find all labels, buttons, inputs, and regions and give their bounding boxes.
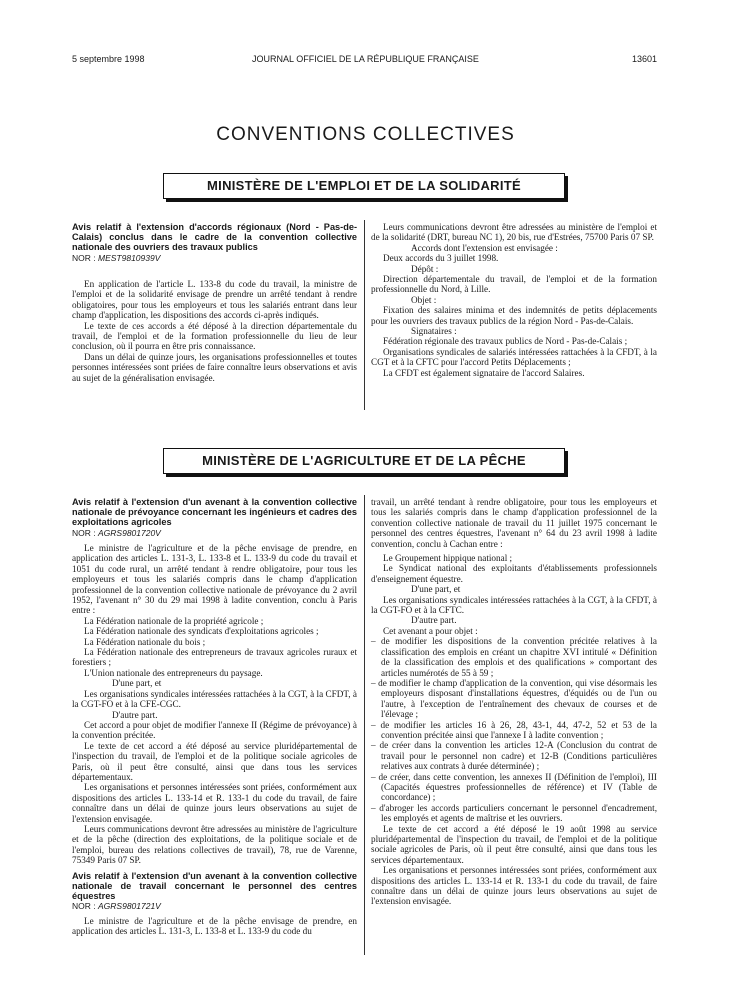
article1-paragraph: Le texte de ces accords a été déposé à la direction départementale du travail, de l'emploi et de la formation professionnelle du lieu de leur conclusion, où il pourra en être pris connaissance.	[72, 320, 357, 352]
nor-label: NOR :	[72, 527, 96, 538]
column-divider	[364, 495, 365, 955]
article1-paragraph: Leurs communications devront être adressées au ministère de l'emploi et de la solidarité (DRT, bureau NC 1), 20 bis, rue d'Estrées, 75700 Paris 07 SP.	[371, 222, 657, 243]
article1-title: Avis relatif à l'extension d'accords régionaux (Nord - Pas-de-Calais) conclus dans le cadre de la convention collective nationale des ouvriers des travaux publics	[72, 222, 357, 253]
article1-paragraph: En application de l'article L. 133-8 du code du travail, la ministre de l'emploi et de la solidarité envisage de prendre un arrêté tendant à rendre obligatoires, pour tous les employeurs et tous les salariés entrant dans leur champ d'application, les dispositions des accords ci-après indiqués.	[72, 279, 357, 321]
article3-list-item: – de modifier le champ d'application de la convention, qui vise désormais les employeurs disposant d'installations équestres, d'équidés ou de l'un ou l'autre, à l'exception de l'entraînement des chevaux de courses et de l'élevage ;	[371, 677, 657, 720]
article1-line: Direction départementale du travail, de l'emploi et de la formation professionnelle du Nord, à Lille.	[371, 274, 657, 295]
article1-line: Organisations syndicales de salariés intéressées rattachées à la CFDT, à la CGT et à la CFTC pour l'accord Petits Déplacements ;	[371, 346, 657, 368]
ministry-heading-agriculture: MINISTÈRE DE L'AGRICULTURE ET DE LA PÊCHE	[163, 448, 565, 474]
article3-list-item: – de modifier les dispositions de la convention précitée relatives à la classification des emplois en créant un chapitre XVI intitulé « Définition de la classification des emplois et des qualifications » comportant des articles numérotés de 55 à 59 ;	[371, 636, 657, 678]
article3-nor	[72, 901, 357, 911]
article2-nor	[72, 528, 357, 538]
header-page-number: 13601	[631, 54, 657, 64]
article2-signatory: L'Union nationale des entrepreneurs du paysage.	[84, 667, 263, 678]
article3-signatory: Le Groupement hippique national ;	[383, 553, 513, 564]
article3-paragraph: Le ministre de l'agriculture et de la pêche envisage de prendre, en application des articles L. 131-3, L. 133-8 et L. 133-9 du code du	[72, 915, 357, 937]
article2-signatory: La Fédération nationale des entrepreneurs de travaux agricoles ruraux et forestiers ;	[72, 647, 357, 668]
article1-line: Dépôt :	[411, 263, 439, 274]
article1-line: Fédération régionale des travaux publics de Nord - Pas-de-Calais ;	[383, 336, 628, 347]
header-journal-title: JOURNAL OFFICIEL DE LA RÉPUBLIQUE FRANÇAISE	[252, 54, 479, 64]
article1-line: Deux accords du 3 juillet 1998.	[383, 253, 499, 264]
article2-signatory: Les organisations syndicales intéressées rattachées à la CGT, à la CFDT, à la CGT-FO et à la CFE-CGC.	[72, 688, 357, 710]
article3-signatory: Les organisations syndicales intéressées rattachées à la CGT, à la CFDT, à la CGT-FO et à la CFTC.	[371, 594, 657, 616]
article3-paragraph: Les organisations et personnes intéressées sont priées, conformément aux dispositions des articles L. 133-14 et R. 133-1 du code du travail, de faire connaître dans un délai de quinze jours leurs observations au sujet de l'extension envisagée.	[371, 865, 657, 907]
article3-list-item: – de modifier les articles 16 à 26, 28, 43-1, 44, 47-2, 52 et 53 de la convention précitée ainsi que l'annexe I à ladite convention ;	[371, 719, 657, 740]
article1-nor	[72, 253, 357, 263]
article2-paragraph: Leurs communications devront être adressées au ministère de l'agriculture et de la pêche (direction des exploitations, de la politique sociale et de l'emploi, bureau des relations collectives de travail), 78, rue de Varenne, 75349 Paris 07 SP.	[72, 823, 357, 866]
nor-code: AGRS9801720V	[98, 527, 161, 538]
article1-line: La CFDT est également signataire de l'accord Salaires.	[383, 367, 585, 378]
article1-line: Fixation des salaires minima et des indemnités de petits déplacements pour les ouvriers des travaux publics de la région Nord - Pas-de-Calais.	[371, 305, 657, 326]
article3-party-line: D'une part, et	[411, 584, 461, 595]
article2-paragraph: Le texte de cet accord a été déposé au service pluridépartemental de l'inspection du travail, de l'emploi et de la politique sociale agricoles de Paris, où il peut être consulté, ainsi que dans tous les services départementaux.	[72, 740, 357, 782]
nor-code: MESТ9810939V	[98, 252, 161, 263]
article3-title: Avis relatif à l'extension d'un avenant à la convention collective nationale de travail concernant le personnel des centres équestres	[72, 870, 357, 902]
article1-right-column	[371, 222, 657, 378]
article3-signatory: Le Syndicat national des exploitants d'établissements professionnels d'enseignement équestre.	[371, 563, 657, 584]
article2-party-line: D'autre part.	[112, 709, 158, 720]
article2-paragraph: Les organisations et personnes intéressées sont priées, conformément aux dispositions des articles L. 133-14 et R. 133-1 du code du travail, de faire connaître dans un délai de quinze jours leurs observations au sujet de l'extension envisagée.	[72, 782, 357, 824]
article2-party-line: D'une part, et	[112, 678, 162, 689]
article2-paragraph: Cet accord a pour objet de modifier l'annexe II (Régime de prévoyance) à la convention précitée.	[72, 719, 357, 741]
article3-paragraph: Le texte de cet accord a été déposé le 19 août 1998 au service pluridépartemental de l'inspection du travail, de l'emploi et de la politique sociale agricoles de Paris, où il peut être consulté, ainsi que dans tous les services départementaux.	[371, 823, 657, 865]
article2-signatory: La Fédération nationale de la propriété agricole ;	[84, 615, 264, 626]
article3-list-item: – de créer, dans cette convention, les annexes II (Définition de l'emploi), III (Capacités équestres professionnelles de référence) et IV (Table de concordance) ;	[371, 771, 657, 803]
article1-line: Accords dont l'extension est envisagée :	[411, 242, 558, 253]
section-title: CONVENTIONS COLLECTIVES	[216, 124, 515, 145]
nor-code: AGRS9801721V	[98, 901, 161, 912]
article2-left-column	[72, 497, 357, 936]
article1-line: Objet :	[411, 294, 437, 305]
article3-right-column	[371, 497, 657, 907]
article3-line: Cet avenant a pour objet :	[383, 625, 478, 636]
article3-paragraph: travail, un arrêté tendant à rendre obligatoire, pour tous les employeurs et tous les salariés compris dans le champ d'application professionnel de la convention collective nationale de travail du 11 juillet 1975 concernant le personnel des centres équestres, l'avenant n° 64 du 23 avril 1998 à ladite convention, conclu à Cachan entre :	[371, 497, 657, 549]
article3-party-line: D'autre part.	[411, 615, 457, 626]
article2-signatory: La Fédération nationale des syndicats d'exploitations agricoles ;	[84, 626, 319, 637]
article3-list-item: – de créer dans la convention les articles 12-A (Conclusion du contrat de travail pour le personnel non cadre) et 12-B (Conditions particulières relatives aux contrats à durée déterminée) ;	[371, 740, 657, 772]
nor-label: NOR :	[72, 901, 96, 912]
article2-title: Avis relatif à l'extension d'un avenant à la convention collective nationale de prévoyance concernant les ingénieurs et cadres des exploitations agricoles	[72, 497, 357, 528]
article2-signatory: La Fédération nationale du bois ;	[84, 636, 206, 647]
ministry-heading-employment: MINISTÈRE DE L'EMPLOI ET DE LA SOLIDARITÉ	[163, 173, 565, 199]
article1-line: Signataires :	[411, 326, 457, 337]
header-date: 5 septembre 1998	[72, 54, 145, 64]
article2-paragraph: Le ministre de l'agriculture et de la pêche envisage de prendre, en application des articles L. 131-3, L. 133-8 et L. 133-9 du code du travail et 1051 du code rural, un arrêté tendant à rendre obligatoire, pour tous les employeurs et tous les salariés compris dans le champ d'application professionnel de la convention collective nationale de prévoyance du 2 avril 1952, l'avenant n° 30 du 29 mai 1998 à ladite convention, conclu à Paris entre :	[72, 543, 357, 616]
article1-left-column	[72, 222, 357, 383]
column-divider	[364, 220, 365, 410]
nor-label: NOR :	[72, 252, 96, 263]
article1-paragraph: Dans un délai de quinze jours, les organisations professionnelles et toutes personnes intéressées sont priées de faire connaître leurs observations et avis au sujet de la généralisation envisagée.	[72, 351, 357, 383]
article3-list-item: – d'abroger les accords particuliers concernant le personnel d'encadrement, les employés et agents de maîtrise et les ouvriers.	[371, 802, 657, 824]
